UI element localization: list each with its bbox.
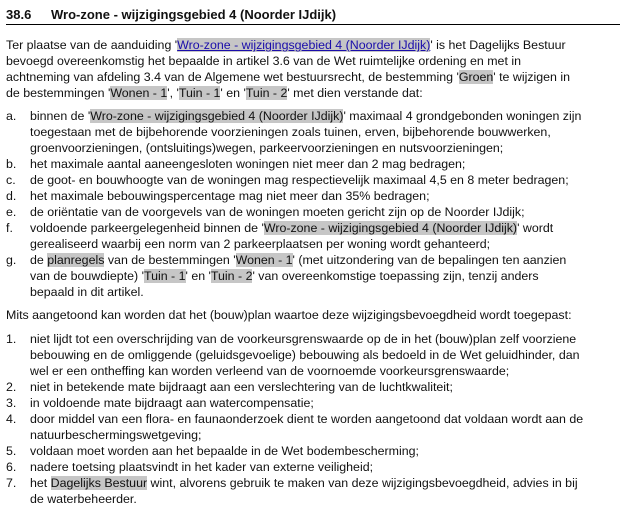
list-item-f-line-2: gerealiseerd waarbij een norm van 2 parkeerplaatsen per woning wordt gehanteerd; [30,237,491,251]
intro-text: ', ' [167,86,179,100]
intro-text: Ter plaatse van de aanduiding ' [6,38,178,52]
highlight-tuin-2: Tuin - 2 [245,86,288,100]
list-item-a-line-1 [30,108,581,124]
list-text: ' (met uitzondering van de bepalingen ten aanzien [292,253,567,267]
highlight-wonen-1: Wonen - 1 [110,86,168,100]
intro-text: de bestemmingen ' [6,86,111,100]
list-marker: 7. [6,476,17,490]
list-item-1-line-2: bebouwing en de omliggende (geluidsgevoelige) bebouwing als bedoeld in de Wet geluidhinder, dan [30,348,580,362]
list-item-7-line-2: de waterbeheerder. [30,492,137,506]
list-text: voldoende parkeergelegenheid binnen de ' [30,221,264,235]
list-marker: a. [6,109,17,123]
list-text: ' maximaal 4 grondgebonden woningen zijn [343,109,582,123]
highlight-tuin-1: Tuin - 1 [143,269,186,283]
intro-text: achtneming van afdeling 3.4 van de Algemene wet bestuursrecht, de bestemming ' [6,70,459,84]
list-item-4-line-2: natuurbeschermingswetgeving; [30,428,202,442]
list-item-1-line-1: niet lijdt tot een overschrijding van de voorkeursgrenswaarde op de in het (bouw)plan zelf voorziene [30,332,577,346]
highlight-groen: Groen [458,70,494,84]
list-text: de [30,253,48,267]
intro-line-1 [6,37,566,53]
list-item-e: de oriëntatie van de voorgevels van de woningen moeten gericht zijn op de Noorder IJdijk; [30,205,525,219]
highlight-planregels: planregels [47,253,105,267]
highlight-tuin-2: Tuin - 2 [210,269,253,283]
list-item-c: de goot- en bouwhoogte van de woningen mag respectievelijk maximaal 4,5 en 8 meter bedragen; [30,173,569,187]
intro-line-2: bevoegd overeenkomstig het bepaalde in artikel 3.6 van de Wet ruimtelijke ordening en met in [6,54,521,68]
section-heading [6,4,620,25]
list-marker: e. [6,205,17,219]
list-text: het [30,476,51,490]
list-marker: f. [6,221,13,235]
list-marker: g. [6,253,17,267]
list-marker: 4. [6,412,17,426]
list-marker: 5. [6,444,17,458]
list-item-6: nadere toetsing plaatsvindt in het kader van externe veiligheid; [30,460,374,474]
list-text: ' wordt [517,221,554,235]
list-item-a-line-2: toegestaan met de bijbehorende voorzieningen zoals tuinen, erven, bijbehorende bouwwerken, [30,125,551,139]
list-marker: d. [6,189,17,203]
highlight-zone: Wro-zone - wijzigingsgebied 4 (Noorder IJdijk) [90,109,344,123]
list-item-g-line-3: bepaald in dit artikel. [30,285,144,299]
list-marker: 1. [6,332,17,346]
section-title: Wro-zone - wijzigingsgebied 4 (Noorder IJdijk) [51,7,337,22]
highlight-tuin-1: Tuin - 1 [178,86,221,100]
list-text: binnen de ' [30,109,91,123]
condition-intro: Mits aangetoond kan worden dat het (bouw)plan waartoe deze wijzigingsbevoegdheid wordt toegepast: [6,308,572,322]
list-item-1-line-3: wel er een ontheffing kan worden verleend van de voornoemde voorkeursgrenswaarde; [30,364,510,378]
intro-text: ' te wijzigen in [493,70,571,84]
list-marker: c. [6,173,16,187]
list-item-g-line-1 [30,252,566,268]
list-marker: 6. [6,460,17,474]
list-item-d: het maximale bebouwingspercentage mag niet meer dan 35% bedragen; [30,189,430,203]
list-item-a-line-3: groenvoorzieningen, (ontsluitings)wegen, parkeervoorzieningen en nutsvoorzieningen; [30,141,504,155]
intro-line-4 [6,85,423,101]
list-text: ' van overeenkomstige toepassing zijn, tenzij anders [252,269,539,283]
list-item-4-line-1: door middel van een flora- en faunaonderzoek dient te worden aangetoond dat voldaan wordt aan de [30,412,584,426]
intro-text: ' is het Dagelijks Bestuur [430,38,566,52]
intro-text: ' en ' [220,86,246,100]
list-item-3: in voldoende mate bijdraagt aan watercompensatie; [30,396,314,410]
list-marker: 3. [6,396,17,410]
list-item-7-line-1 [30,475,578,491]
list-text: wint, alvorens gebruik te maken van deze wijzigingsbevoegdheid, advies in bij [147,476,578,490]
list-text: ' en ' [185,269,211,283]
list-item-b: het maximale aantal aaneengesloten woningen niet meer dan 2 mag bedragen; [30,157,466,171]
list-item-2: niet in betekende mate bijdraagt aan een verslechtering van de luchtkwaliteit; [30,380,453,394]
zone-link[interactable]: Wro-zone - wijzigingsgebied 4 (Noorder IJdijk) [177,38,431,52]
highlight-zone: Wro-zone - wijzigingsgebied 4 (Noorder IJdijk) [263,221,518,235]
list-item-f-line-1 [30,220,553,236]
intro-line-3 [6,69,570,85]
list-marker: b. [6,157,17,171]
intro-text: ' met dien verstande dat: [287,86,423,100]
list-text: van de bouwdiepte) ' [30,269,144,283]
list-item-g-line-2 [30,268,539,284]
list-marker: 2. [6,380,17,394]
list-text: van de bestemmingen ' [104,253,236,267]
section-number: 38.6 [6,7,32,22]
highlight-dagelijks-bestuur: Dagelijks Bestuur [50,476,148,490]
highlight-wonen-1: Wonen - 1 [235,253,293,267]
list-item-5: voldaan moet worden aan het bepaalde in de Wet bodembescherming; [30,444,419,458]
